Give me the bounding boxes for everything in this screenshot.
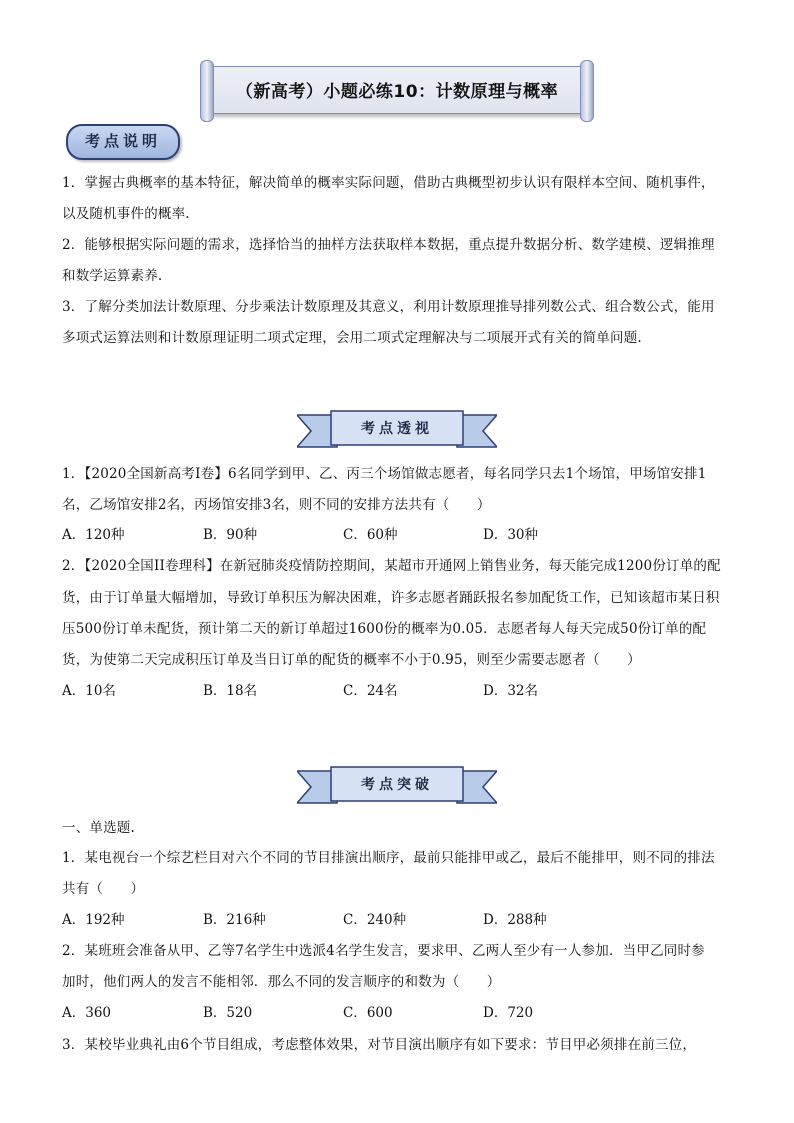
practice-q3-line-1: 3．某校毕业典礼由6个节目组成，考虑整体效果，对节目演出顺序有如下要求：节目甲必须排在前三位， [62,1037,697,1053]
exam-q2-option-b: B．18名 [203,683,258,699]
exam-q2-line-1: 2．【2020全国II卷理科】在新冠肺炎疫情防控期间，某超市开通网上销售业务，每天能完成1200份订单的配 [62,558,721,574]
explanation-item-1-line-1: 1．掌握古典概率的基本特征，解决简单的概率实际问题，借助古典概型初步认识有限样本空间、随机事件， [62,175,715,191]
section-ribbon-label: 考点突破 [361,777,433,793]
section-heading-single-choice: 一、单选题. [62,820,135,836]
practice-q2-line-2: 加时，他们两人的发言不能相邻．那么不同的发言顺序的和数为（ ） [62,974,501,990]
explanation-item-1-line-2: 以及随机事件的概率. [62,206,190,222]
title-banner [200,60,594,120]
section-ribbon-kaodian-toushi [297,409,497,453]
exam-q1-line-2: 名，乙场馆安排2名，丙场馆安排3名，则不同的安排方法共有（ ） [62,497,491,513]
page-title: （新高考）小题必练10：计数原理与概率 [235,82,559,102]
practice-q1-option-a: A．192种 [62,912,125,928]
exam-q2-line-4: 货，为使第二天完成积压订单及当日订单的配货的概率不小于0.95，则至少需要志愿者（ ） [62,652,641,668]
section-ribbon-label: 考点透视 [361,421,433,437]
practice-q1-option-b: B．216种 [203,912,266,928]
exam-q1-line-1: 1．【2020全国新高考Ⅰ卷】6名同学到甲、乙、丙三个场馆做志愿者，每名同学只去1个场馆，甲场馆安排1 [62,466,707,482]
explanation-item-2-line-2: 和数学运算素养. [62,268,163,284]
explanation-item-3-line-2: 多项式运算法则和计数原理证明二项式定理，会用二项式定理解决与二项展开式有关的简单问题. [62,330,642,346]
explanation-item-2-line-1: 2．能够根据实际问题的需求，选择恰当的抽样方法获取样本数据，重点提升数据分析、数学建模、逻辑推理 [62,237,715,253]
practice-q1-option-c: C．240种 [343,912,407,928]
explanation-item-3-line-1: 3．了解分类加法计数原理、分步乘法计数原理及其意义，利用计数原理推导排列数公式、组合数公式，能用 [62,299,715,315]
section-ribbon-kaodian-tupo [297,765,497,809]
exam-q1-option-c: C．60种 [343,527,398,543]
exam-q2-line-2: 货，由于订单量大幅增加，导致订单积压为解决困难，许多志愿者踊跃报名参加配货工作，已知该超市某日积 [62,590,720,606]
practice-q1-option-d: D．288种 [483,912,547,928]
exam-q2-option-a: A．10名 [62,683,116,699]
practice-q1-line-1: 1．某电视台一个综艺栏目对六个不同的节目排演出顺序，最前只能排甲或乙，最后不能排甲，则不同的排法 [62,850,715,866]
exam-q2-option-d: D．32名 [483,683,539,699]
exam-q2-option-c: C．24名 [343,683,398,699]
section-badge-kaodian-shuoming: 考点说明 [66,124,180,160]
exam-q1-option-b: B．90种 [203,527,258,543]
practice-q2-option-c: C．600 [343,1005,393,1021]
practice-q1-line-2: 共有（ ） [62,881,145,897]
practice-q2-option-a: A．360 [62,1005,112,1021]
exam-q1-option-d: D．30种 [483,527,539,543]
practice-q2-option-d: D．720 [483,1005,534,1021]
practice-q2-option-b: B．520 [203,1005,253,1021]
exam-q1-option-a: A．120种 [62,527,125,543]
exam-q2-line-3: 压500份订单未配货，预计第二天的新订单超过1600份的概率为0.05．志愿者每人每天完成50份订单的配 [62,621,707,637]
practice-q2-line-1: 2．某班班会准备从甲、乙等7名学生中选派4名学生发言，要求甲、乙两人至少有一人参加．当甲乙同时参 [62,943,705,959]
